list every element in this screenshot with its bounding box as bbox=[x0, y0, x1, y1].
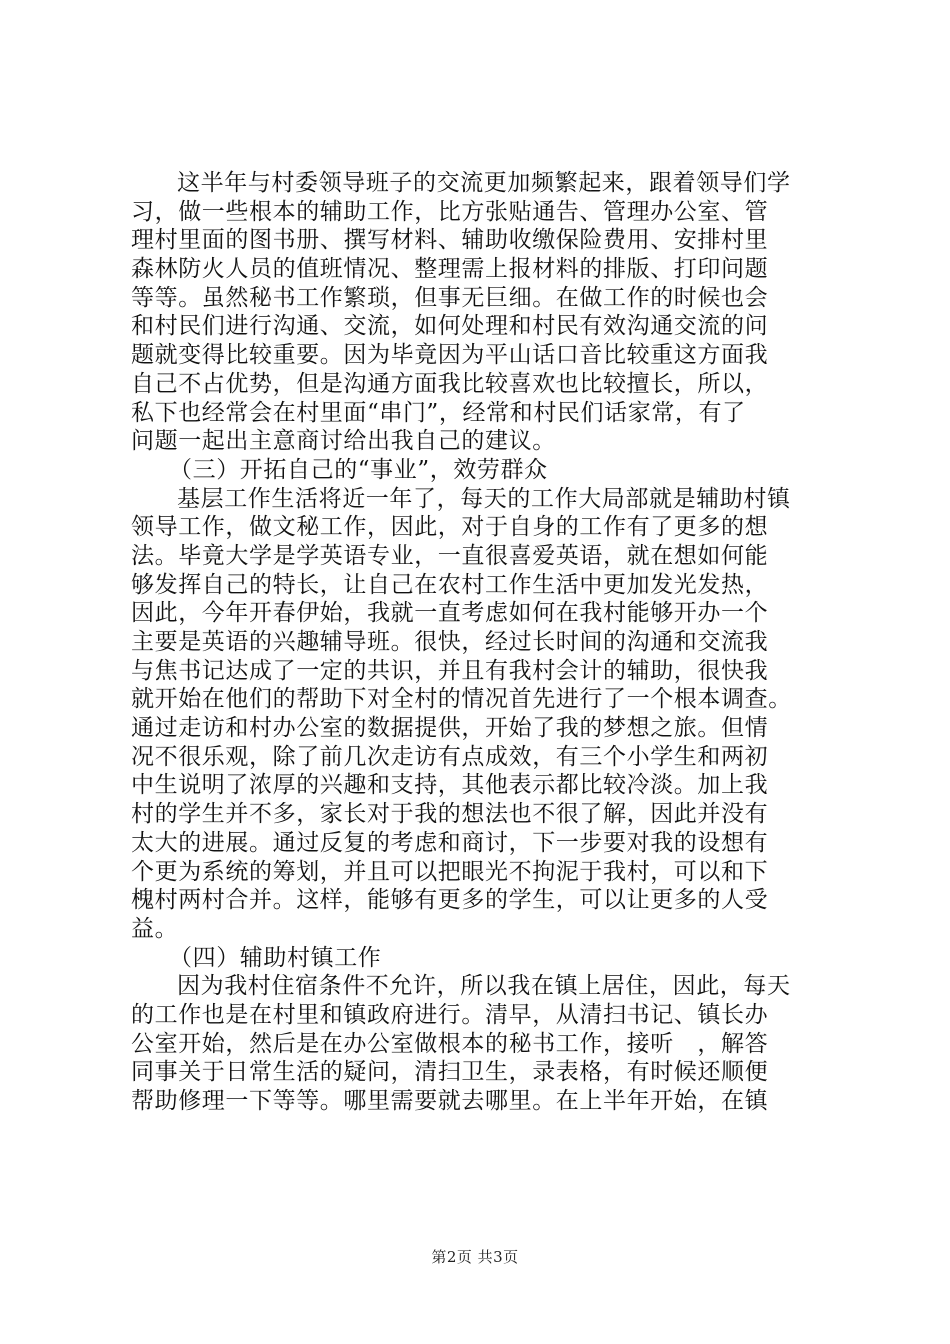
text-line: 就开始在他们的帮助下对全村的情况首先进行了一个根本调查。 bbox=[131, 686, 792, 713]
paragraph-2 bbox=[131, 485, 831, 944]
text-line: 况不很乐观，除了前几次走访有点成效，有三个小学生和两初 bbox=[131, 743, 769, 770]
text-line: 的工作也是在村里和镇政府进行。清早，从清扫书记、镇长办 bbox=[131, 1001, 769, 1028]
document-body bbox=[131, 169, 831, 1116]
text-line: 题就变得比较重要。因为毕竟因为平山话口音比较重这方面我 bbox=[131, 342, 769, 369]
text-line: 因此，今年开春伊始，我就一直考虑如何在我村能够开办一个 bbox=[131, 600, 769, 627]
text-line: 村的学生并不多，家长对于我的想法也不很了解，因此并没有 bbox=[131, 801, 769, 828]
text-line: 问题一起出主意商讨给出我自己的建议。 bbox=[131, 428, 556, 455]
text-line: 理村里面的图书册、撰写材料、辅助收缴保险费用、安排村里 bbox=[131, 227, 769, 254]
text-line: 基层工作生活将近一年了，每天的工作大局部就是辅助村镇 bbox=[177, 485, 791, 512]
text-line: 通过走访和村办公室的数据提供，开始了我的梦想之旅。但情 bbox=[131, 715, 769, 742]
text-line: 森林防火人员的值班情况、整理需上报材料的排版、打印问题 bbox=[131, 256, 769, 283]
text-line: 益。 bbox=[131, 915, 179, 942]
text-line: 中生说明了浓厚的兴趣和支持，其他表示都比较冷淡。加上我 bbox=[131, 772, 769, 799]
text-line: 公室开始，然后是在办公室做根本的秘书工作，接听 ，解答 bbox=[131, 1030, 769, 1057]
paragraph-3 bbox=[131, 972, 831, 1115]
text-line: 和村民们进行沟通、交流，如何处理和村民有效沟通交流的问 bbox=[131, 313, 769, 340]
text-line: 与焦书记达成了一定的共识，并且有我村会计的辅助，很快我 bbox=[131, 657, 769, 684]
text-line: 主要是英语的兴趣辅导班。很快，经过长时间的沟通和交流我 bbox=[131, 629, 769, 655]
text-line: 槐村两村合并。这样，能够有更多的学生，可以让更多的人受 bbox=[131, 887, 769, 914]
text-line: 自己不占优势，但是沟通方面我比较喜欢也比较擅长，所以， bbox=[131, 370, 769, 397]
text-line: 个更为系统的筹划，并且可以把眼光不拘泥于我村，可以和下 bbox=[131, 858, 769, 885]
text-line: 等等。虽然秘书工作繁琐，但事无巨细。在做工作的时候也会 bbox=[131, 284, 769, 311]
paragraph-1 bbox=[131, 169, 831, 456]
text-line: 这半年与村委领导班子的交流更加频繁起来，跟着领导们学 bbox=[177, 170, 791, 196]
text-line: 帮助修理一下等等。哪里需要就去哪里。在上半年开始，在镇 bbox=[131, 1088, 769, 1114]
text-line: 领导工作，做文秘工作，因此，对于自身的工作有了更多的想 bbox=[131, 514, 769, 541]
text-line: 同事关于日常生活的疑问，清扫卫生，录表格，有时候还顺便 bbox=[131, 1059, 769, 1086]
text-line: 太大的进展。通过反复的考虑和商讨，下一步要对我的设想有 bbox=[131, 829, 769, 856]
page-footer: 第2页 共3页 bbox=[431, 1248, 519, 1266]
section-heading-4: （四）辅助村镇工作 bbox=[169, 944, 382, 971]
text-line: 因为我村住宿条件不允许，所以我在镇上居住，因此，每天 bbox=[177, 973, 791, 1000]
text-line: 私下也经常会在村里面“串门”，经常和村民们话家常，有了 bbox=[131, 399, 746, 426]
text-line: 够发挥自己的特长，让自己在农村工作生活中更加发光发热， bbox=[131, 571, 769, 598]
section-heading-3: （三）开拓自己的“事业”，效劳群众 bbox=[169, 456, 548, 483]
text-line: 法。毕竟大学是学英语专业，一直很喜爱英语，就在想如何能 bbox=[131, 542, 769, 569]
text-line: 习，做一些根本的辅助工作，比方张贴通告、管理办公室、管 bbox=[131, 198, 769, 225]
